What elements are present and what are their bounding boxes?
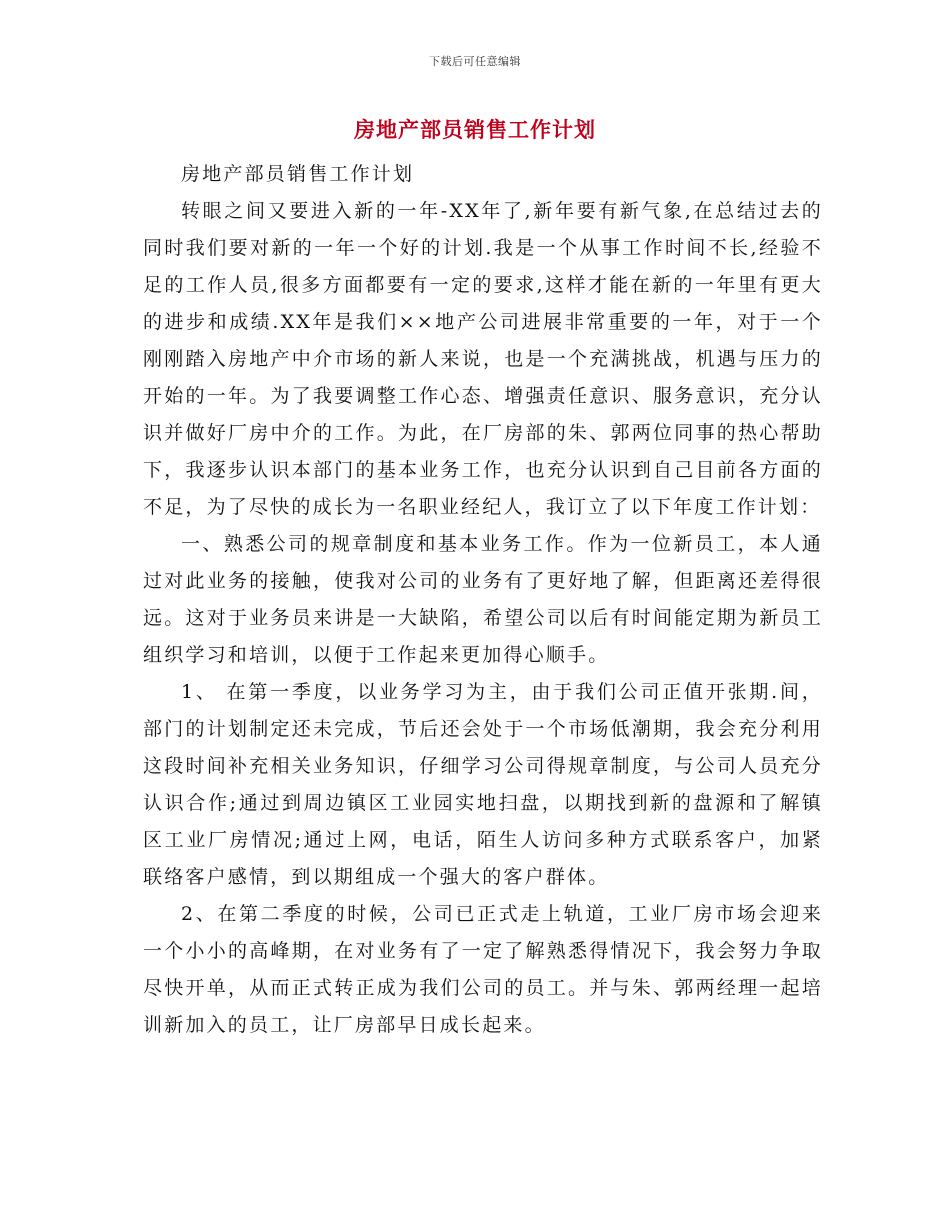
intro-paragraph: 转眼之间又要进入新的一年-XX年了,新年要有新气象,在总结过去的同时我们要对新的一年一个好的计划.我是一个从事工作时间不长,经验不足的工作人员,很多方面都要有一定的要求,这样才能在新的一年里有更大的进步和成绩.XX年是我们××地产公司进展非常重要的一年，对于一个刚刚踏入房地产中介市场的新人来说，也是一个充满挑战，机遇与压力的开始的一年。为了我要调整工作心态、增强责任意识、服务意识，充分认识并做好厂房中介的工作。为此，在厂房部的朱、郭两位同事的热心帮助下，我逐步认识本部门的基本业务工作，也充分认识到自己目前各方面的不足，为了尽快的成长为一名职业经纪人，我订立了以下年度工作计划： bbox=[143, 200, 823, 518]
first-quarter-paragraph: 1、 在第一季度，以业务学习为主，由于我们公司正值开张期.间，部门的计划制定还未完成，节后还会处于一个市场低潮期，我会充分利用这段时间补充相关业务知识，仔细学习公司得规章制度，与公司人员充分认识合作;通过到周边镇区工业园实地扫盘，以期找到新的盘源和了解镇区工业厂房情况;通过上网，电话，陌生人访问多种方式联系客户，加紧联络客户感情，到以期组成一个强大的客户群体。 bbox=[143, 681, 823, 888]
document-body bbox=[143, 156, 823, 1044]
document-title: 房地产部员销售工作计划 bbox=[354, 117, 596, 142]
second-quarter-paragraph: 2、在第二季度的时候，公司已正式走上轨道，工业厂房市场会迎来一个小小的高峰期，在对业务有了一定了解熟悉得情况下，我会努力争取尽快开单，从而正式转正成为我们公司的员工。并与朱、郭两经理一起培训新加入的员工，让厂房部早日成长起来。 bbox=[143, 903, 823, 1036]
subtitle-paragraph: 房地产部员销售工作计划 bbox=[181, 163, 415, 185]
page-header-note: 下载后可任意编辑 bbox=[429, 55, 521, 68]
section-one-paragraph: 一、熟悉公司的规章制度和基本业务工作。作为一位新员工，本人通过对此业务的接触，使我对公司的业务有了更好地了解，但距离还差得很远。这对于业务员来讲是一大缺陷，希望公司以后有时间能定期为新员工组织学习和培训，以便于工作起来更加得心顺手。 bbox=[143, 533, 823, 666]
